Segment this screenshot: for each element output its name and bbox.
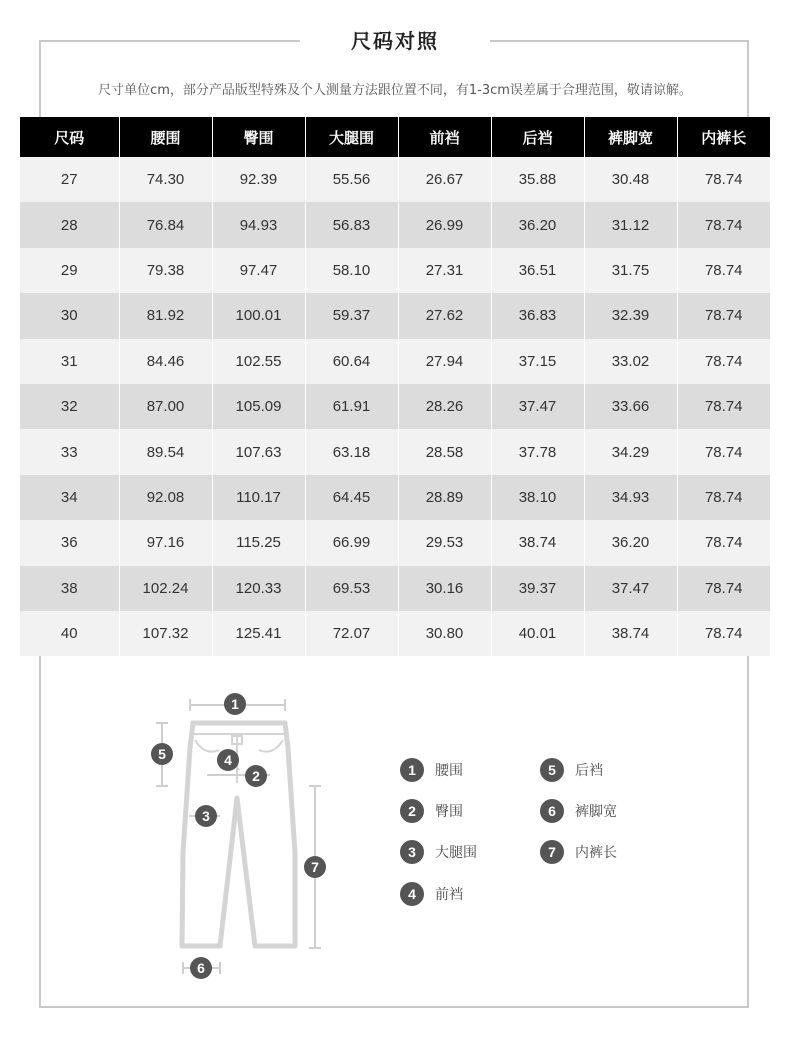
page-title: 尺码对照 — [351, 29, 439, 53]
legend-label: 内裤长 — [575, 845, 617, 861]
measurement-cell: 78.74 — [677, 475, 770, 520]
table-row — [20, 520, 770, 565]
measurement-cell: 92.39 — [212, 157, 305, 202]
column-header: 臀围 — [212, 117, 305, 157]
measurement-cell: 78.74 — [677, 339, 770, 384]
pants-diagram — [145, 688, 345, 988]
table-row — [20, 475, 770, 520]
column-header: 裤脚宽 — [584, 117, 677, 157]
size-table — [20, 117, 770, 656]
table-row — [20, 429, 770, 474]
svg-text:5: 5 — [158, 746, 166, 762]
measurement-cell: 78.74 — [677, 248, 770, 293]
marker-2-icon — [245, 765, 267, 787]
measurement-cell: 87.00 — [119, 384, 212, 429]
measurement-cell: 102.24 — [119, 566, 212, 611]
measurement-cell: 78.74 — [677, 157, 770, 202]
measurement-cell: 38.74 — [491, 520, 584, 565]
measurement-cell: 35.88 — [491, 157, 584, 202]
measurement-cell: 125.41 — [212, 611, 305, 656]
measurement-cell: 89.54 — [119, 429, 212, 474]
measurement-cell: 36.20 — [584, 520, 677, 565]
measurement-cell: 31.75 — [584, 248, 677, 293]
size-cell: 29 — [20, 248, 119, 293]
size-cell: 34 — [20, 475, 119, 520]
measurement-cell: 78.74 — [677, 429, 770, 474]
size-cell: 33 — [20, 429, 119, 474]
measurement-cell: 74.30 — [119, 157, 212, 202]
measurement-cell: 38.10 — [491, 475, 584, 520]
measurement-cell: 31.12 — [584, 202, 677, 247]
legend-item-front-rise — [400, 881, 463, 907]
size-cell: 32 — [20, 384, 119, 429]
measurement-cell: 78.74 — [677, 520, 770, 565]
measurement-cell: 105.09 — [212, 384, 305, 429]
column-header: 内裤长 — [677, 117, 770, 157]
measurement-cell: 28.26 — [398, 384, 491, 429]
measurement-cell: 78.74 — [677, 566, 770, 611]
marker-4-icon — [217, 749, 239, 771]
table-row — [20, 611, 770, 656]
measurement-cell: 56.83 — [305, 202, 398, 247]
table-row — [20, 157, 770, 202]
measurement-note: 尺寸单位cm，部分产品版型特殊及个人测量方法跟位置不同，有1-3cm误差属于合理范围，敬请谅解。 — [98, 83, 692, 98]
pants-outline-icon — [182, 723, 295, 946]
size-cell: 27 — [20, 157, 119, 202]
measurement-cell: 27.31 — [398, 248, 491, 293]
measurement-cell: 79.38 — [119, 248, 212, 293]
table-row — [20, 248, 770, 293]
measurement-cell: 97.47 — [212, 248, 305, 293]
legend-item-inseam — [540, 839, 617, 865]
table-body — [20, 157, 770, 656]
marker-7-icon — [304, 856, 326, 878]
measurement-cell: 38.74 — [584, 611, 677, 656]
marker-2-icon: 2 — [400, 799, 424, 823]
measurement-cell: 84.46 — [119, 339, 212, 384]
column-header: 大腿围 — [305, 117, 398, 157]
measurement-cell: 29.53 — [398, 520, 491, 565]
measurement-cell: 78.74 — [677, 611, 770, 656]
marker-6-icon — [190, 957, 212, 979]
measurement-cell: 28.89 — [398, 475, 491, 520]
measurement-cell: 78.74 — [677, 202, 770, 247]
measurement-cell: 66.99 — [305, 520, 398, 565]
marker-1-icon — [224, 693, 246, 715]
measurement-cell: 33.66 — [584, 384, 677, 429]
size-cell: 38 — [20, 566, 119, 611]
marker-5-icon — [151, 743, 173, 765]
legend-item-back-rise — [540, 757, 603, 783]
table-row — [20, 384, 770, 429]
legend-item-waist — [400, 757, 463, 783]
legend-label: 臀围 — [435, 804, 463, 820]
title-container — [300, 26, 490, 56]
measurement-cell: 61.91 — [305, 384, 398, 429]
measurement-cell: 37.47 — [584, 566, 677, 611]
measurement-cell: 107.63 — [212, 429, 305, 474]
measurement-cell: 36.83 — [491, 293, 584, 338]
measurement-cell: 32.39 — [584, 293, 677, 338]
marker-1-icon: 1 — [400, 758, 424, 782]
legend-item-thigh — [400, 839, 477, 865]
measurement-cell: 78.74 — [677, 384, 770, 429]
measurement-cell: 40.01 — [491, 611, 584, 656]
legend-label: 腰围 — [435, 763, 463, 779]
measurement-cell: 97.16 — [119, 520, 212, 565]
measurement-cell: 37.78 — [491, 429, 584, 474]
size-cell: 31 — [20, 339, 119, 384]
size-cell: 28 — [20, 202, 119, 247]
measurement-cell: 37.47 — [491, 384, 584, 429]
measurement-cell: 60.64 — [305, 339, 398, 384]
column-header: 腰围 — [119, 117, 212, 157]
measurement-legend — [400, 757, 680, 917]
measurement-cell: 94.93 — [212, 202, 305, 247]
marker-6-icon: 6 — [540, 799, 564, 823]
column-header: 后裆 — [491, 117, 584, 157]
measurement-cell: 37.15 — [491, 339, 584, 384]
marker-5-icon: 5 — [540, 758, 564, 782]
size-cell: 30 — [20, 293, 119, 338]
svg-text:6: 6 — [197, 960, 205, 976]
svg-text:4: 4 — [224, 752, 232, 768]
measurement-cell: 81.92 — [119, 293, 212, 338]
measurement-cell: 72.07 — [305, 611, 398, 656]
svg-text:1: 1 — [231, 696, 239, 712]
measurement-cell: 39.37 — [491, 566, 584, 611]
measurement-cell: 30.16 — [398, 566, 491, 611]
measurement-cell: 27.94 — [398, 339, 491, 384]
svg-text:2: 2 — [252, 768, 260, 784]
measurement-cell: 64.45 — [305, 475, 398, 520]
measurement-cell: 63.18 — [305, 429, 398, 474]
legend-label: 后裆 — [575, 763, 603, 779]
measurement-cell: 30.48 — [584, 157, 677, 202]
measurement-cell: 69.53 — [305, 566, 398, 611]
legend-label: 裤脚宽 — [575, 804, 617, 820]
column-header: 尺码 — [20, 117, 119, 157]
size-cell: 36 — [20, 520, 119, 565]
measurement-cell: 36.20 — [491, 202, 584, 247]
table-header-row — [20, 117, 770, 157]
measurement-cell: 28.58 — [398, 429, 491, 474]
marker-3-icon — [195, 805, 217, 827]
size-cell: 40 — [20, 611, 119, 656]
table-row — [20, 339, 770, 384]
measurement-cell: 76.84 — [119, 202, 212, 247]
measurement-cell: 33.02 — [584, 339, 677, 384]
legend-item-leg-opening — [540, 798, 617, 824]
marker-4-icon: 4 — [400, 882, 424, 906]
marker-3-icon: 3 — [400, 840, 424, 864]
legend-label: 大腿围 — [435, 845, 477, 861]
measurement-cell: 34.93 — [584, 475, 677, 520]
table-row — [20, 566, 770, 611]
marker-7-icon: 7 — [540, 840, 564, 864]
table-row — [20, 293, 770, 338]
measurement-cell: 55.56 — [305, 157, 398, 202]
measurement-cell: 92.08 — [119, 475, 212, 520]
svg-text:7: 7 — [311, 859, 319, 875]
measurement-cell: 26.99 — [398, 202, 491, 247]
legend-item-hip — [400, 798, 463, 824]
table-row — [20, 202, 770, 247]
measurement-cell: 36.51 — [491, 248, 584, 293]
measurement-cell: 120.33 — [212, 566, 305, 611]
column-header: 前裆 — [398, 117, 491, 157]
measurement-cell: 107.32 — [119, 611, 212, 656]
measurement-cell: 110.17 — [212, 475, 305, 520]
measurement-cell: 30.80 — [398, 611, 491, 656]
legend-label: 前裆 — [435, 887, 463, 903]
measurement-cell: 58.10 — [305, 248, 398, 293]
measurement-cell: 27.62 — [398, 293, 491, 338]
measurement-cell: 26.67 — [398, 157, 491, 202]
measurement-cell: 59.37 — [305, 293, 398, 338]
measurement-cell: 102.55 — [212, 339, 305, 384]
svg-text:3: 3 — [202, 808, 210, 824]
measurement-cell: 34.29 — [584, 429, 677, 474]
measurement-cell: 100.01 — [212, 293, 305, 338]
measurement-cell: 78.74 — [677, 293, 770, 338]
measurement-cell: 115.25 — [212, 520, 305, 565]
